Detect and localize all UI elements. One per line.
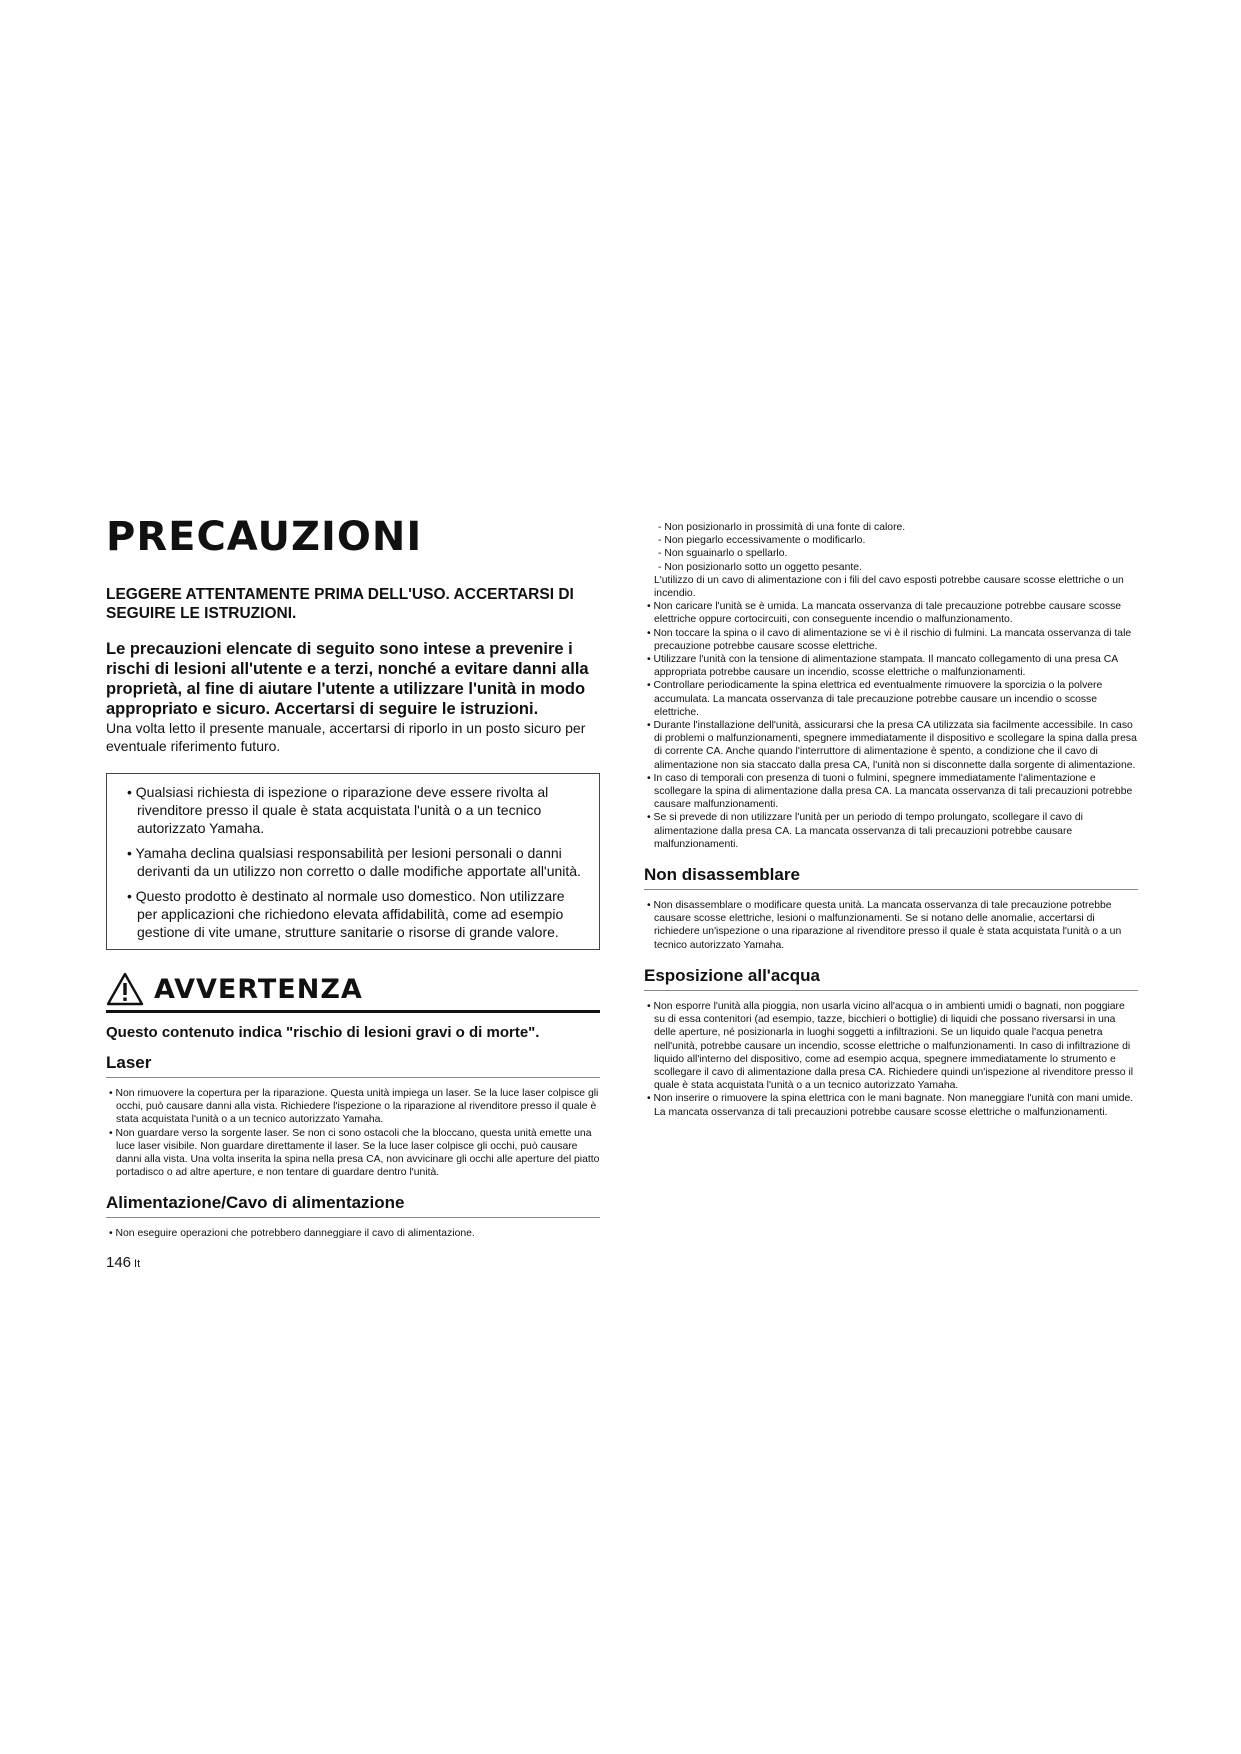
list-item: • Utilizzare l'unità con la tensione di alimentazione stampata. Il mancato collegamento di una presa CA appropriata potrebbe causare un incendio, scosse elettriche o malfunzionamenti. <box>647 654 1118 679</box>
list-item: • Non caricare l'unità se è umida. La mancata osservanza di tale precauzione potrebbe causare scosse elettriche oppure cortocircuiti, con conseguente incendio o malfunzionamento. <box>647 601 1122 626</box>
notice-box <box>106 773 600 950</box>
intro-normal-text: Una volta letto il presente manuale, accertarsi di riporlo in un posto sicuro per eventuale riferimento futuro. <box>106 720 586 754</box>
page-title: PRECAUZIONI <box>106 514 423 560</box>
notice-item: • Questo prodotto è destinato al normale uso domestico. Non utilizzare per applicazioni che richiedono elevata affidabilità, come ad esempio gestione di vite umane, strutture sanitarie o risorse di grande valore. <box>127 888 565 940</box>
list-item: • Non esporre l'unità alla pioggia, non usarla vicino all'acqua o in ambienti umidi o bagnati, non poggiare su di essa contenitori (ad esempio, tazze, bicchieri o bottiglie) di liquidi che possano riversarsi in una delle aperture, né posizionarla in luoghi soggetti a infiltrazioni. Se un liquido quale l'acqua penetra nell'unità, potrebbe causare un incendio, scosse elettriche o malfunzionamenti. In caso di infiltrazione di liquido all'interno del dispositivo, come ad esempio acqua, spegnere immediatamente lo strumento e scollegare il cavo di alimentazione dalla presa CA. Richiedere quindi un'ispezione al rivenditore presso il quale è stata acquistata l'unità o a un tecnico autorizzato Yamaha. <box>647 1000 1134 1092</box>
intro-bold-text: Le precauzioni elencate di seguito sono intese a prevenire i rischi di lesioni all'utente e a terzi, nonché a evitare danni alla proprietà, al fine di aiutare l'utente a utilizzare l'unità in modo appropriato e sicuro. Accertarsi di seguire le istruzioni. <box>106 640 589 718</box>
sub-list-item: - Non posizionarlo in prossimità di una fonte di calore. <box>658 522 906 533</box>
sub-list-item: - Non posizionarlo sotto un oggetto pesante. <box>658 561 862 573</box>
section-heading-laser: Laser <box>106 1052 600 1078</box>
intro-caps-text: LEGGERE ATTENTAMENTE PRIMA DELL'USO. ACCERTARSI DI SEGUIRE LE ISTRUZIONI. <box>106 586 574 622</box>
notice-item: • Yamaha declina qualsiasi responsabilità per lesioni personali o danni derivanti da un utilizzo non corretto o dalle modifiche apportate all'unità. <box>127 845 581 879</box>
notice-item: • Qualsiasi richiesta di ispezione o riparazione deve essere rivolta al rivenditore presso il quale è stata acquistata l'unità o a un tecnico autorizzato Yamaha. <box>127 784 549 836</box>
section-heading-disassemble: Non disassemblare <box>644 864 1138 890</box>
power-items <box>644 600 1138 851</box>
power-section <box>106 1192 600 1240</box>
laser-section <box>106 1052 600 1179</box>
list-item: • In caso di temporali con presenza di tuoni o fulmini, spegnere immediatamente l'alimentazione e scollegare la spina di alimentazione dalla presa CA. La mancata osservanza di tali precauzioni potrebbe causare malfunzionamenti. <box>647 772 1133 811</box>
page-number-value: 146 <box>106 1254 132 1271</box>
list-item: • Durante l'installazione dell'unità, assicurarsi che la presa CA utilizzata sia facilmente accessibile. In caso di problemi o malfunzionamenti, spegnere immediatamente il dispositivo e scollegare la spina dalla presa di corrente CA. Anche quando l'interruttore di alimentazione è spento, a condizione che il cavo di alimentazione non sia staccato dalla presa CA, l'unità non si disconnette dalla sorgente di alimentazione. <box>647 720 1137 771</box>
right-column <box>644 521 1138 1132</box>
warning-title: AVVERTENZA <box>154 973 363 1005</box>
list-item: • Non disassemblare o modificare questa unità. La mancata osservanza di tale precauzione potrebbe causare scosse elettriche, lesioni o malfunzionamenti. Se si notano delle anomalie, accertarsi di richiedere un'ispezione o una riparazione al rivenditore presso il quale è stata acquistata l'unità o a un tecnico autorizzato Yamaha. <box>647 900 1122 951</box>
list-item: • Non eseguire operazioni che potrebbero danneggiare il cavo di alimentazione. <box>109 1228 475 1240</box>
warning-triangle-icon <box>106 972 144 1006</box>
list-item: • Se si prevede di non utilizzare l'unità per un periodo di tempo prolungato, scollegare il cavo di alimentazione dalla presa CA. La mancata osservanza di tali precauzioni potrebbe causare malfunzionamenti. <box>647 812 1083 850</box>
list-item: • Non rimuovere la copertura per la riparazione. Questa unità impiega un laser. Se la luce laser colpisce gli occhi, può causare danni alla vista. Richiedere l'ispezione o la riparazione al rivenditore presso il quale è stata acquistata l'unità o a un tecnico autorizzato Yamaha. <box>109 1088 599 1126</box>
sub-list-item: - Non sguainarlo o spellarlo. <box>658 548 788 560</box>
warning-subtitle: Questo contenuto indica "rischio di lesioni gravi o di morte". <box>106 1024 540 1041</box>
left-column <box>106 515 600 1254</box>
list-item: • Controllare periodicamente la spina elettrica ed eventualmente rimuovere la sporcizia o la polvere accumulata. La mancata osservanza di tale precauzione potrebbe causare un incendio o scosse elettriche. <box>647 680 1103 718</box>
section-heading-water: Esposizione all'acqua <box>644 965 1138 991</box>
sub-list-item: - Non piegarlo eccessivamente o modificarlo. <box>658 535 866 547</box>
warning-header <box>106 972 600 1013</box>
list-item: • Non inserire o rimuovere la spina elettrica con le mani bagnate. Non maneggiare l'unità con mani umide. La mancata osservanza di tali precauzioni potrebbe causare scosse elettriche o malfunzionamenti. <box>647 1093 1134 1118</box>
page-number <box>106 1254 140 1271</box>
page-language: It <box>134 1258 141 1270</box>
water-section <box>644 965 1138 1119</box>
disassemble-section <box>644 864 1138 952</box>
list-item: • Non guardare verso la sorgente laser. Se non ci sono ostacoli che la bloccano, questa unità emette una luce laser visibile. Non guardare direttamente il laser. Se la luce laser colpisce gli occhi, può causare danni alla vista. Una volta inserita la spina nella presa CA, non avvicinare gli occhi alle aperture del piatto portadisco o ad altre aperture, e non tentare di guardare dentro l'unità. <box>109 1127 600 1179</box>
section-heading-power: Alimentazione/Cavo di alimentazione <box>106 1192 600 1218</box>
sub-note: L'utilizzo di un cavo di alimentazione con i fili del cavo esposti potrebbe causare scosse elettriche o un incendio. <box>654 574 1124 600</box>
list-item: • Non toccare la spina o il cavo di alimentazione se vi è il rischio di fulmini. La mancata osservanza di tale precauzione potrebbe causare scosse elettriche. <box>647 627 1132 652</box>
